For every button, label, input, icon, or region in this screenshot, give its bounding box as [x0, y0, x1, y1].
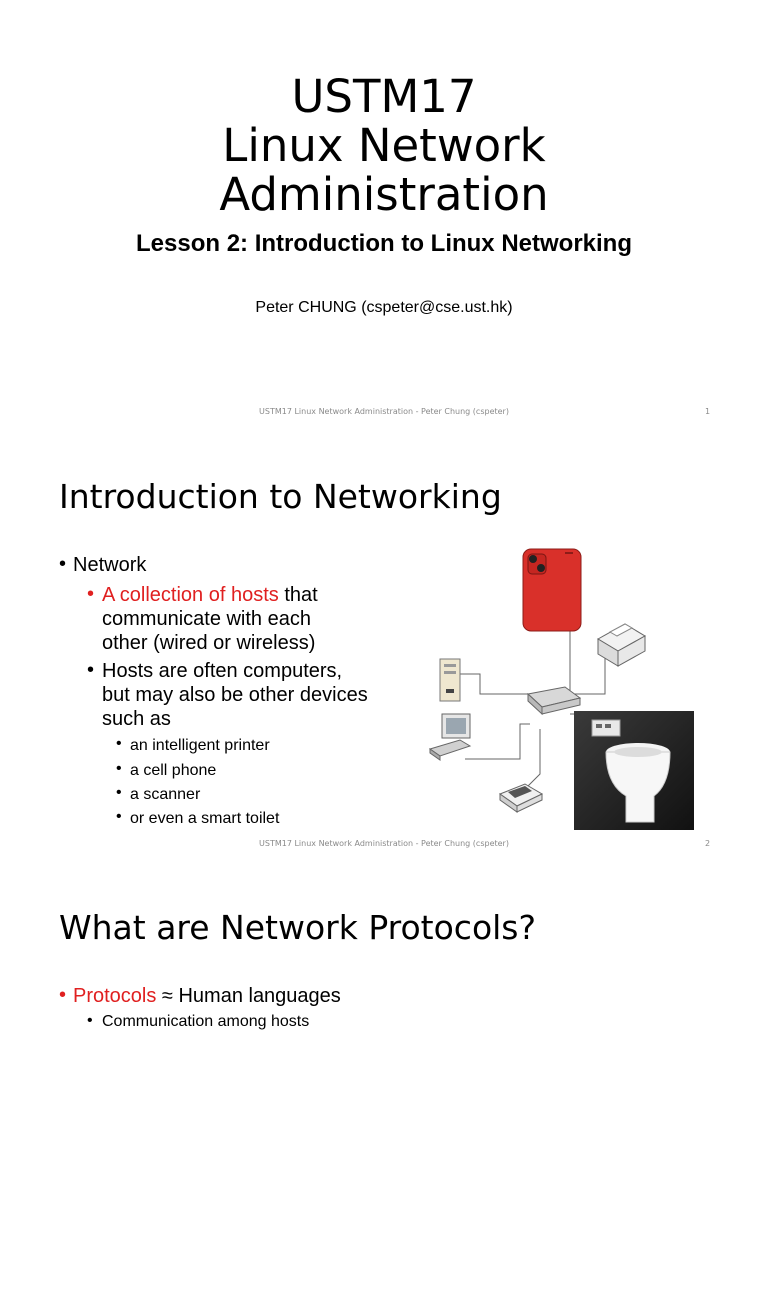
bullet-dot: •: [59, 553, 67, 575]
sub-bullet-collection: A collection of hosts that communicate with each other (wired or wireless): [102, 584, 318, 654]
slide-1-subtitle: Lesson 2: Introduction to Linux Networking: [136, 230, 632, 257]
bullet-network: Network: [73, 554, 147, 576]
cell-phone-icon: [523, 549, 581, 631]
list-item: an intelligent printer: [130, 737, 270, 754]
network-diagram: [420, 544, 700, 834]
scanner-icon: [500, 784, 542, 812]
slide-1-page-number: 1: [705, 407, 711, 416]
slide-2: [0, 432, 768, 864]
slide-1: [0, 0, 768, 432]
bullet-protocols: Protocols ≈ Human languages: [73, 985, 341, 1007]
bullet-dot: •: [87, 659, 95, 681]
smart-toilet-image: [574, 711, 694, 830]
sub-bullet-communication: Communication among hosts: [102, 1013, 310, 1030]
slide-3-title: What are Network Protocols?: [59, 908, 537, 947]
bullet-dot: •: [87, 1012, 93, 1029]
server-icon: [440, 659, 460, 701]
slide-3: [0, 864, 768, 1296]
bullet-dot: •: [116, 760, 122, 777]
list-item: or even a smart toilet: [130, 810, 280, 827]
slide-2-page-number: 2: [705, 839, 711, 848]
slide-1-title: USTM17 Linux Network Administration: [219, 70, 549, 221]
desktop-computer-icon: [430, 714, 470, 760]
bullet-dot: •: [116, 784, 122, 801]
bullet-dot: •: [116, 735, 122, 752]
switch-icon: [528, 687, 580, 714]
slide-1-author: Peter CHUNG (cspeter@cse.ust.hk): [255, 299, 513, 316]
list-item: a scanner: [130, 786, 201, 803]
slide-1-footer: USTM17 Linux Network Administration - Peter Chung (cspeter): [259, 407, 509, 416]
bullet-dot: •: [59, 984, 67, 1006]
bullet-dot: •: [116, 808, 122, 825]
slide-2-footer: USTM17 Linux Network Administration - Peter Chung (cspeter): [259, 839, 509, 848]
slide-2-title: Introduction to Networking: [59, 477, 502, 516]
sub-bullet-hosts: Hosts are often computers, but may also be other devices such as: [102, 660, 368, 730]
bullet-dot: •: [87, 583, 95, 605]
list-item: a cell phone: [130, 762, 217, 779]
